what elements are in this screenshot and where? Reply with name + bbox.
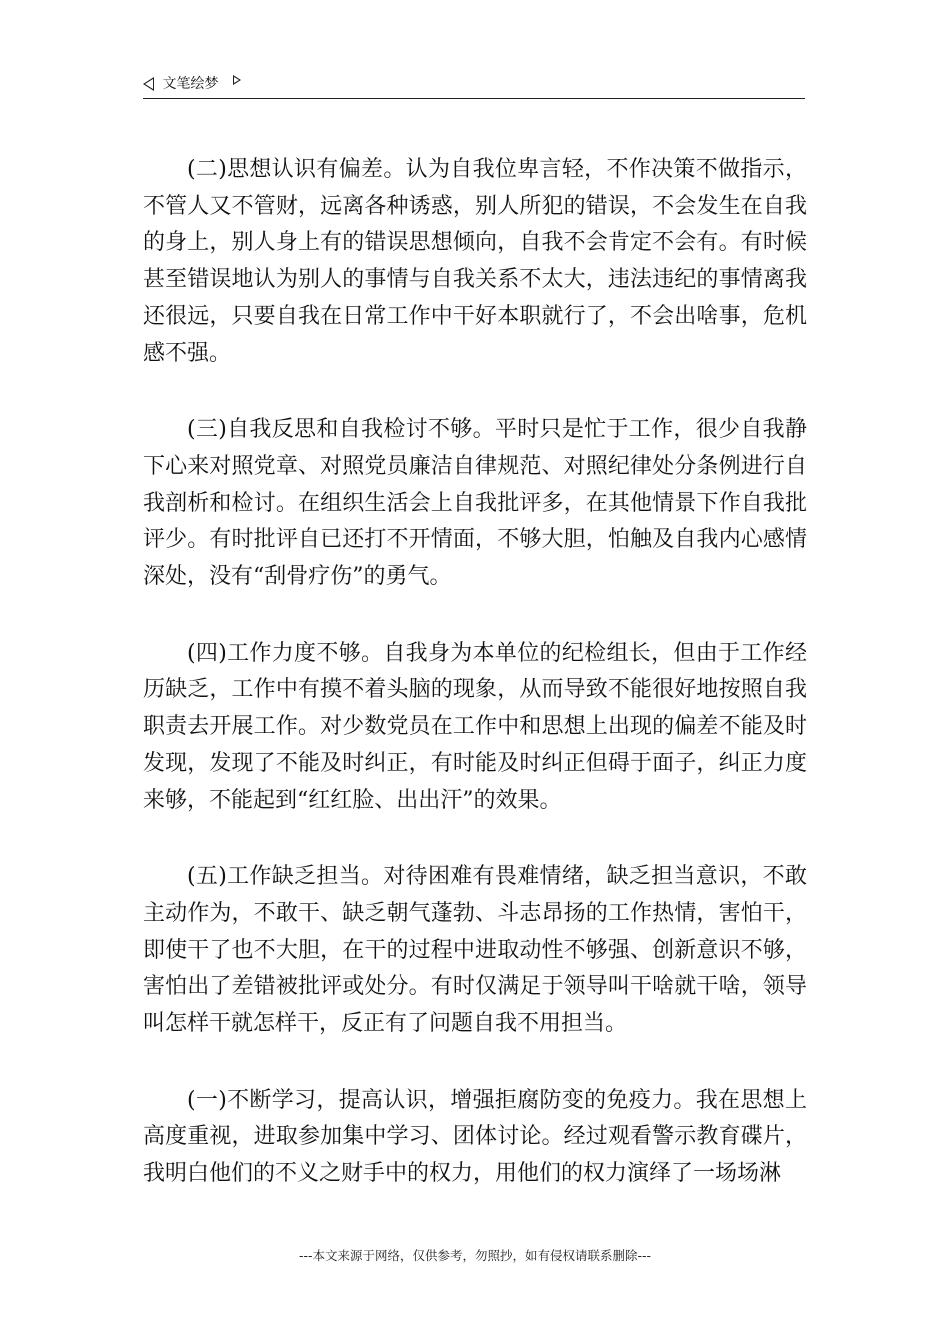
paragraph-1: (一)不断学习，提高认识，增强拒腐防变的免疫力。我在思想上高度重视，进取参加集中学习、团体讨论。经过观看警示教育碟片，我明白他们的不义之财手中的权力，用他们的权力演绎了一场场淋 [143,1087,807,1187]
paragraph-5: (五)工作缺乏担当。对待困难有畏难情绪，缺乏担当意识，不敢主动作为，不敢干、缺乏朝气蓬勃、斗志昂扬的工作热情，害怕干，即使干了也不大胆，在干的过程中进取动性不够强、创新意识不够，害怕出了差错被批评或处分。有时仅满足于领导叫干啥就干啥，领导叫怎样干就怎样干，反正有了问题自我不用担当。 [143,864,807,1037]
header-brand: 文笔绘梦 [162,76,219,92]
document-body [143,152,807,1233]
paragraph-4: (四)工作力度不够。自我身为本单位的纪检组长，但由于工作经历缺乏，工作中有摸不着头脑的现象，从而导致不能很好地按照自我职责去开展工作。对少数党员在工作中和思想上出现的偏差不能及时发现，发现了不能及时纠正，有时能及时纠正但碍于面子，纠正力度来够，不能起到“红红脸、出出汗”的效果。 [143,640,807,813]
page-header [143,74,805,99]
paragraph-3: (三)自我反思和自我检讨不够。平时只是忙于工作，很少自我静下心来对照党章、对照党员廉洁自律规范、对照纪律处分条例进行自我剖析和检讨。在组织生活会上自我批评多，在其他情景下作自我批评少。有时批评自已还打不开情面，不够大胆，怕触及自我内心感情深处，没有“刮骨疗伤”的勇气。 [143,417,807,590]
page-footer: ---本文来源于网络，仅供参考，勿照抄，如有侵权请联系删除--- [298,1248,652,1263]
left-triangle-icon [143,77,154,91]
paragraph-2: (二)思想认识有偏差。认为自我位卑言轻，不作决策不做指示，不管人又不管财，远离各种诱惑，别人所犯的错误，不会发生在自我的身上，别人身上有的错误思想倾向，自我不会肯定不会有。有时候甚至错误地认为别人的事情与自我关系不太大，违法违纪的事情离我还很远，只要自我在日常工作中干好本职就行了，不会出啥事，危机感不强。 [143,157,807,366]
right-triangle-icon [233,75,241,85]
